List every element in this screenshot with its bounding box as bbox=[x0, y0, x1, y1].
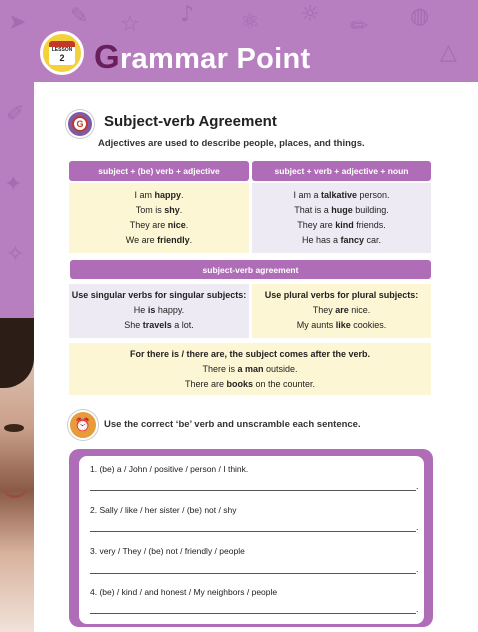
student-photo bbox=[0, 318, 34, 632]
example-sentence: I am a talkative person. bbox=[293, 190, 390, 200]
clock-icon: ⏰ bbox=[68, 410, 98, 440]
table2-header: subject-verb agreement bbox=[70, 260, 431, 279]
example-sentence: Tom is shy. bbox=[135, 205, 183, 215]
table2-left-box bbox=[69, 284, 249, 338]
exercise-instruction: Use the correct ‘be’ verb and unscramble each sentence. bbox=[104, 419, 361, 430]
doodle-triangle-icon: △ bbox=[440, 40, 457, 65]
title-initial: G bbox=[94, 38, 120, 75]
table1-left-header: subject + (be) verb + adjective bbox=[69, 161, 249, 181]
answer-line-4-period: . bbox=[416, 604, 419, 614]
doodle-arrow-icon: ➤ bbox=[8, 10, 27, 35]
magnifier-icon: G bbox=[66, 110, 94, 138]
doodle-atom-icon: ⚛ bbox=[240, 10, 260, 35]
example-sentence: They are nice. bbox=[312, 305, 371, 315]
table2-right-box bbox=[252, 284, 431, 338]
page-title bbox=[94, 38, 311, 76]
example-sentence: He is happy. bbox=[133, 305, 185, 315]
table2-bottom-box bbox=[69, 343, 431, 395]
example-sentence: He has a fancy car. bbox=[301, 235, 382, 245]
section-intro: Adjectives are used to describe people, places, and things. bbox=[98, 138, 365, 149]
lesson-label: LESSON bbox=[51, 47, 73, 53]
doodle-star-icon: ☆ bbox=[120, 12, 140, 37]
doodle-bulb-icon: ✦ bbox=[4, 172, 23, 197]
calendar-icon bbox=[49, 41, 75, 65]
table1-right-box bbox=[252, 183, 431, 253]
there-is-heading: For there is / there are, the subject comes after the verb. bbox=[129, 349, 371, 359]
answer-line-3[interactable] bbox=[90, 573, 416, 574]
doodle-pencil-icon: ✎ bbox=[70, 4, 89, 29]
title-rest: rammar Point bbox=[119, 43, 311, 75]
example-sentence: There are books on the counter. bbox=[184, 379, 316, 389]
table1-left-box bbox=[69, 183, 249, 253]
exercise-item-3: 3. very / They / (be) not / friendly / people bbox=[90, 546, 245, 556]
answer-line-1[interactable] bbox=[90, 490, 416, 491]
answer-line-1-period: . bbox=[416, 481, 419, 491]
answer-line-2[interactable] bbox=[90, 531, 416, 532]
doodle-star-icon: ✧ bbox=[6, 242, 25, 267]
plural-heading: Use plural verbs for plural subjects: bbox=[264, 290, 419, 300]
doodle-sun-icon: ☼ bbox=[300, 2, 320, 27]
exercise-panel bbox=[79, 456, 424, 624]
example-sentence: They are kind friends. bbox=[297, 220, 386, 230]
example-sentence: I am happy. bbox=[134, 190, 184, 200]
example-sentence: My aunts like cookies. bbox=[296, 320, 387, 330]
example-sentence: She travels a lot. bbox=[124, 320, 194, 330]
singular-heading: Use singular verbs for singular subjects: bbox=[71, 290, 247, 300]
exercise-item-4: 4. (be) / kind / and honest / My neighbors / people bbox=[90, 587, 278, 597]
answer-line-4[interactable] bbox=[90, 613, 416, 614]
doodle-globe-icon: ◍ bbox=[410, 4, 430, 29]
example-sentence: There is a man outside. bbox=[202, 364, 298, 374]
exercise-item-2: 2. Sally / like / her sister / (be) not / shy bbox=[90, 505, 237, 515]
lesson-number: 2 bbox=[59, 53, 65, 63]
doodle-note-icon: ♪ bbox=[180, 2, 195, 27]
lesson-badge bbox=[40, 31, 84, 75]
doodle-ruler-icon: ✐ bbox=[6, 102, 25, 127]
answer-line-3-period: . bbox=[416, 564, 419, 574]
example-sentence: We are friendly. bbox=[125, 235, 193, 245]
answer-line-2-period: . bbox=[416, 522, 419, 532]
doodle-pencil-icon: ✏ bbox=[350, 14, 369, 39]
example-sentence: They are nice. bbox=[129, 220, 189, 230]
table1-right-header: subject + verb + adjective + noun bbox=[252, 161, 431, 181]
exercise-item-1: 1. (be) a / John / positive / person / I think. bbox=[90, 464, 249, 474]
example-sentence: That is a huge building. bbox=[294, 205, 389, 215]
section-title: Subject-verb Agreement bbox=[104, 113, 277, 130]
